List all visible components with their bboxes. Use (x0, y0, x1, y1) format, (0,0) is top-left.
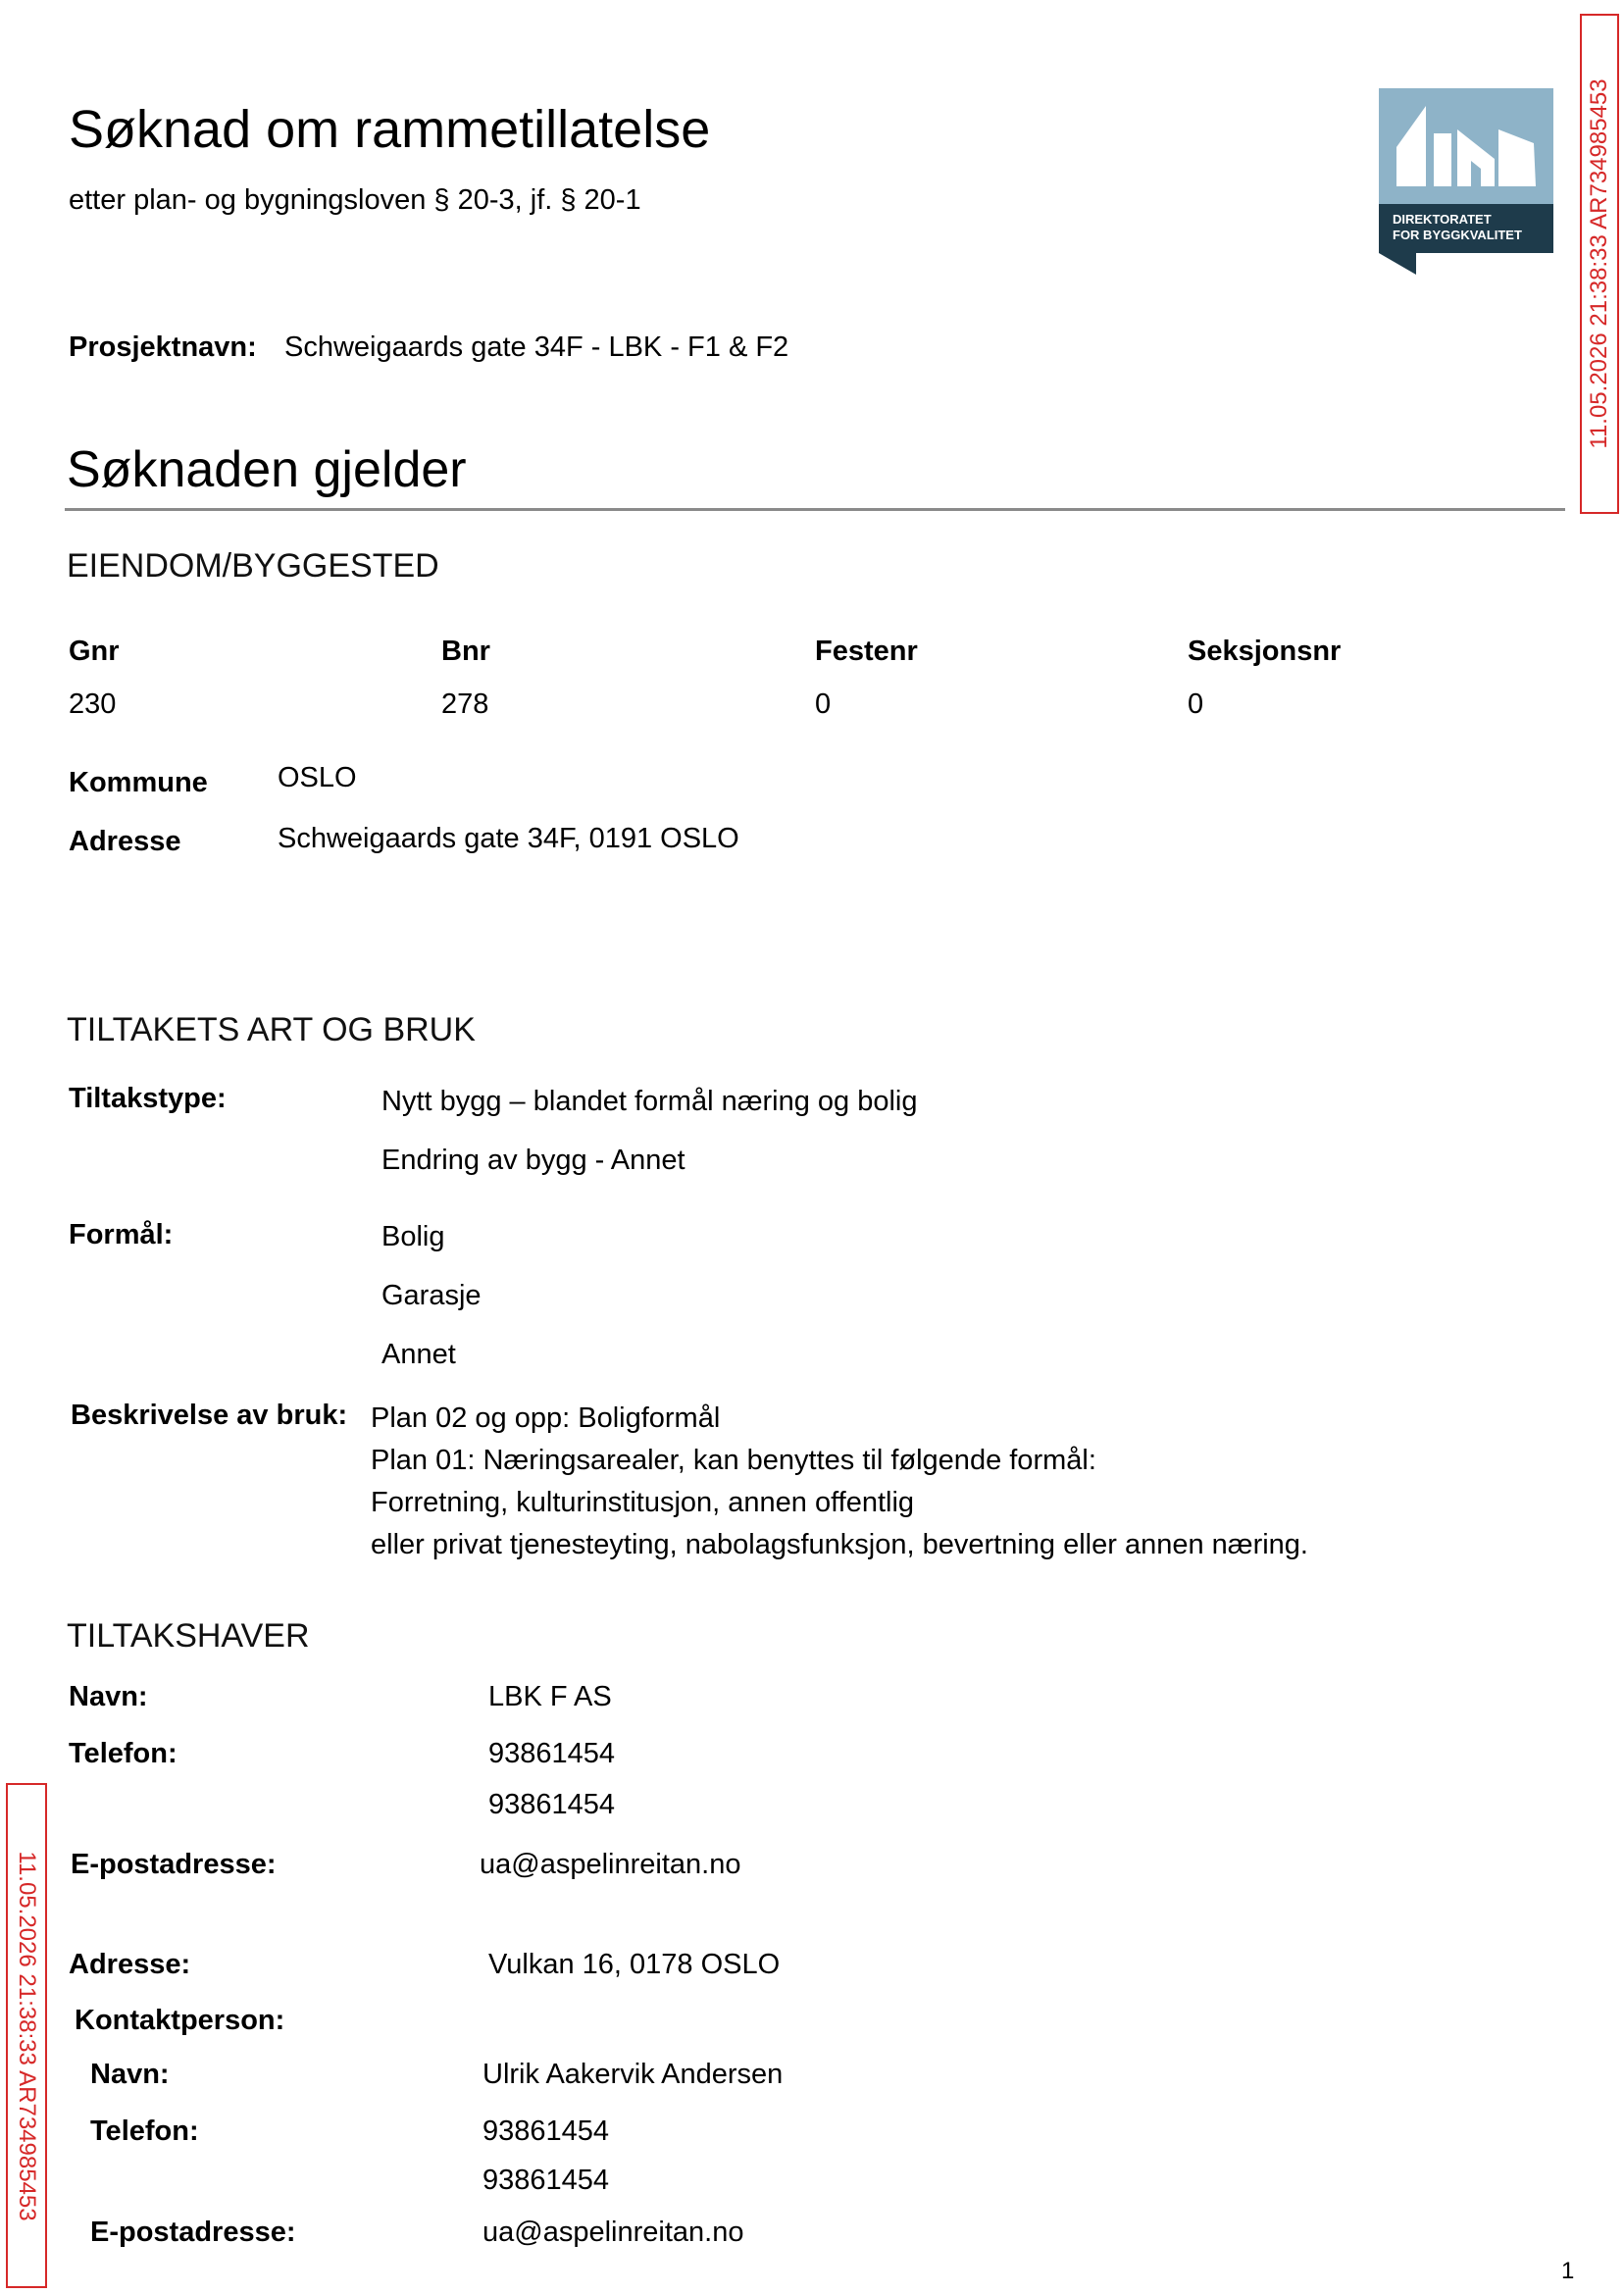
th-epost-value: ua@aspelinreitan.no (480, 1849, 741, 1880)
gnr-label: Gnr (69, 636, 120, 667)
beskrivelse-line: eller privat tjenesteyting, nabolagsfunksjon, bevertning eller annen næring. (371, 1529, 1308, 1560)
page-subtitle: etter plan- og bygningsloven § 20-3, jf. § 20-1 (69, 184, 641, 216)
kp-telefon-value: 93861454 (482, 2116, 610, 2147)
beskrivelse-line: Plan 02 og opp: Boligformål (371, 1402, 721, 1434)
kp-epost-value: ua@aspelinreitan.no (482, 2217, 744, 2248)
page-number: 1 (1561, 2258, 1575, 2284)
th-navn-value: LBK F AS (488, 1681, 612, 1712)
formal-item: Annet (381, 1339, 456, 1370)
gnr-value: 230 (69, 688, 117, 720)
project-label: Prosjektnavn: (69, 331, 257, 363)
beskrivelse-label: Beskrivelse av bruk: (71, 1400, 348, 1431)
kp-navn-value: Ulrik Aakervik Andersen (482, 2059, 784, 2090)
logo-line1: DIREKTORATET (1393, 212, 1492, 227)
kp-navn-label: Navn: (90, 2059, 170, 2090)
eiendom-heading: EIENDOM/BYGGESTED (67, 547, 439, 585)
tiltakstype-item: Nytt bygg – blandet formål næring og bolig (381, 1086, 918, 1117)
tiltakshaver-heading: TILTAKSHAVER (67, 1617, 310, 1655)
project-value: Schweigaards gate 34F - LBK - F1 & F2 (284, 331, 789, 363)
tiltakstype-label: Tiltakstype: (69, 1083, 227, 1114)
logo-line2: FOR BYGGKVALITET (1393, 228, 1522, 242)
timestamp-stamp (6, 1783, 47, 2288)
adresse-value: Schweigaards gate 34F, 0191 OSLO (278, 823, 739, 854)
adresse-label: Adresse (69, 826, 181, 857)
th-epost-label: E-postadresse: (71, 1849, 277, 1880)
formal-item: Garasje (381, 1280, 482, 1311)
seksjonsnr-label: Seksjonsnr (1188, 636, 1342, 667)
kp-epost-label: E-postadresse: (90, 2217, 296, 2248)
th-navn-label: Navn: (69, 1681, 148, 1712)
dibk-logo-icon (1379, 88, 1553, 275)
kontaktperson-label: Kontaktperson: (75, 2005, 285, 2036)
beskrivelse-line: Forretning, kulturinstitusjon, annen offentlig (371, 1487, 915, 1518)
timestamp-stamp (1580, 14, 1619, 514)
timestamp-stamp-text: 11.05.2026 21:38:33 AR734985453 (14, 1850, 40, 2221)
dibk-logo (1379, 88, 1553, 275)
kp-telefon-label: Telefon: (90, 2116, 199, 2147)
th-telefon-value: 93861454 (488, 1738, 616, 1769)
th-telefon-label: Telefon: (69, 1738, 178, 1769)
tiltak-heading: TILTAKETS ART OG BRUK (67, 1011, 476, 1048)
tiltakstype-item: Endring av bygg - Annet (381, 1145, 685, 1176)
th-adresse-label: Adresse: (69, 1949, 191, 1980)
kommune-value: OSLO (278, 762, 357, 793)
kommune-label: Kommune (69, 767, 208, 798)
section-title: Søknaden gjelder (67, 441, 467, 498)
th-telefon-value: 93861454 (488, 1789, 616, 1820)
timestamp-stamp-text: 11.05.2026 21:38:33 AR734985453 (1586, 78, 1612, 449)
bnr-label: Bnr (441, 636, 490, 667)
festenr-value: 0 (815, 688, 832, 720)
festenr-label: Festenr (815, 636, 918, 667)
bnr-value: 278 (441, 688, 489, 720)
beskrivelse-line: Plan 01: Næringsarealer, kan benyttes til følgende formål: (371, 1445, 1096, 1476)
page-title: Søknad om rammetillatelse (69, 100, 711, 159)
th-adresse-value: Vulkan 16, 0178 OSLO (488, 1949, 781, 1980)
kp-telefon-value: 93861454 (482, 2165, 610, 2196)
formal-label: Formål: (69, 1219, 174, 1250)
beskrivelse-text (371, 1398, 1308, 1566)
seksjonsnr-value: 0 (1188, 688, 1204, 720)
formal-item: Bolig (381, 1221, 445, 1252)
section-divider (65, 508, 1565, 511)
